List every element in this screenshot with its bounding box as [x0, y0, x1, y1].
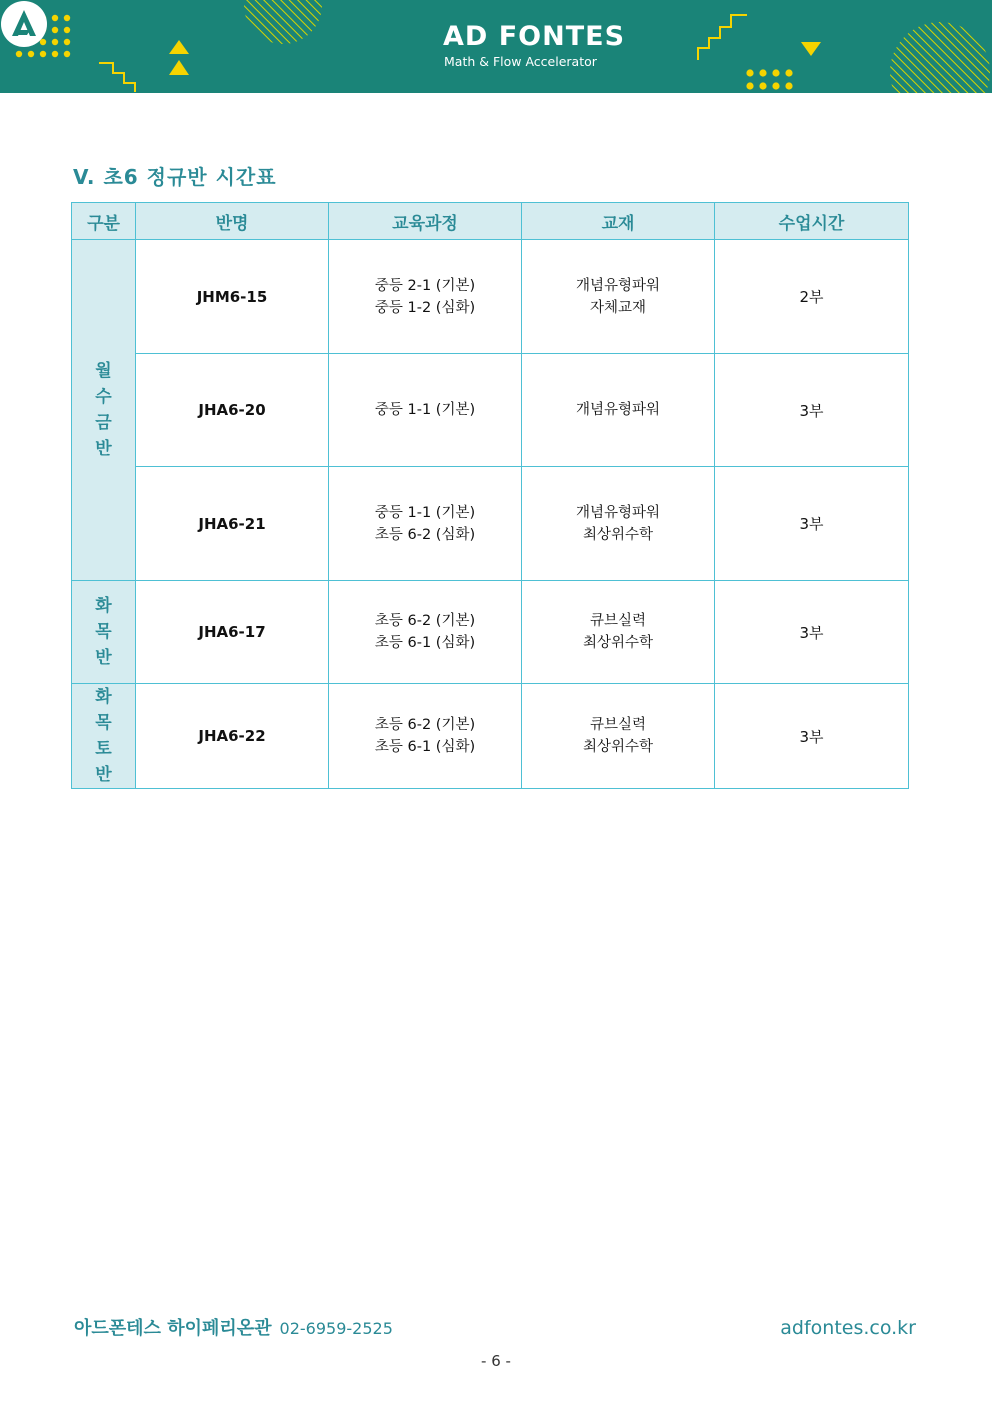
table-row — [72, 467, 909, 581]
page-number: - 6 - — [481, 1352, 511, 1370]
textbook-cell — [522, 467, 715, 581]
table-row — [72, 684, 909, 789]
dot-grid-right — [746, 69, 792, 89]
course-line: 중등 1-1 (기본) — [374, 504, 476, 521]
textbook-cell — [522, 354, 715, 467]
class-code: JHA6-17 — [136, 581, 329, 684]
group-label: 월 수 금 반 — [72, 240, 136, 581]
textbook-line: 큐브실력 — [589, 717, 647, 733]
course-line: 중등 1-2 (심화) — [374, 299, 476, 316]
phone-number: 02-6959-2525 — [279, 1319, 393, 1338]
course-line: 초등 6-2 (기본) — [374, 717, 476, 733]
column-header: 반명 — [136, 203, 329, 240]
textbook-line: 큐브실력 — [589, 613, 647, 629]
class-code: JHA6-21 — [136, 467, 329, 581]
textbook-line: 개념유형파워 — [575, 402, 661, 418]
table-header-row — [72, 203, 909, 240]
column-header: 수업시간 — [715, 203, 909, 240]
timetable — [71, 202, 909, 789]
textbook-cell — [522, 240, 715, 354]
hatched-circle-left — [244, 0, 322, 44]
textbook-line: 최상위수학 — [582, 635, 654, 651]
textbook-cell — [522, 684, 715, 789]
table-row — [72, 240, 909, 354]
table-row — [72, 581, 909, 684]
course-line: 중등 2-1 (기본) — [374, 277, 476, 294]
course-line: 초등 6-2 (기본) — [374, 613, 476, 629]
course-line: 초등 6-1 (심화) — [374, 739, 476, 755]
header-banner — [0, 0, 992, 93]
textbook-line: 최상위수학 — [582, 739, 654, 755]
class-code: JHM6-15 — [136, 240, 329, 354]
course-cell — [329, 467, 522, 581]
hatched-circle-right — [890, 22, 990, 93]
textbook-line: 최상위수학 — [582, 526, 654, 543]
textbook-cell — [522, 581, 715, 684]
textbook-line: 개념유형파워 — [575, 277, 661, 294]
academy-name: 아드폰테스 하이페리온관 — [74, 1318, 272, 1339]
website-link[interactable]: adfontes.co.kr — [780, 1317, 916, 1339]
triangle-down — [801, 42, 821, 56]
table-row — [72, 354, 909, 467]
zigzag-right — [698, 15, 747, 60]
course-line: 중등 1-1 (기본) — [374, 402, 476, 418]
course-cell — [329, 354, 522, 467]
class-time: 3부 — [715, 684, 909, 789]
column-header: 교재 — [522, 203, 715, 240]
course-cell — [329, 240, 522, 354]
brand-tagline: Math & Flow Accelerator — [444, 54, 597, 69]
class-time: 2부 — [715, 240, 909, 354]
course-line: 초등 6-2 (심화) — [374, 526, 476, 543]
class-time: 3부 — [715, 467, 909, 581]
logo-icon — [0, 0, 48, 48]
triangle-up-top — [169, 40, 189, 54]
section-title: V. 초6 정규반 시간표 — [73, 165, 277, 189]
group-label: 화 목 토 반 — [72, 684, 136, 789]
class-code: JHA6-20 — [136, 354, 329, 467]
zigzag-left — [99, 63, 135, 92]
class-time: 3부 — [715, 354, 909, 467]
column-header: 구분 — [72, 203, 136, 240]
class-code: JHA6-22 — [136, 684, 329, 789]
course-line: 초등 6-1 (심화) — [374, 635, 476, 651]
textbook-line: 개념유형파워 — [575, 504, 661, 521]
brand-name: AD FONTES — [443, 21, 626, 52]
footer-contact — [74, 1316, 393, 1342]
textbook-line: 자체교재 — [589, 299, 647, 316]
course-cell — [329, 581, 522, 684]
triangle-up-bottom — [169, 60, 189, 75]
column-header: 교육과정 — [329, 203, 522, 240]
course-cell — [329, 684, 522, 789]
group-label: 화 목 반 — [72, 581, 136, 684]
class-time: 3부 — [715, 581, 909, 684]
